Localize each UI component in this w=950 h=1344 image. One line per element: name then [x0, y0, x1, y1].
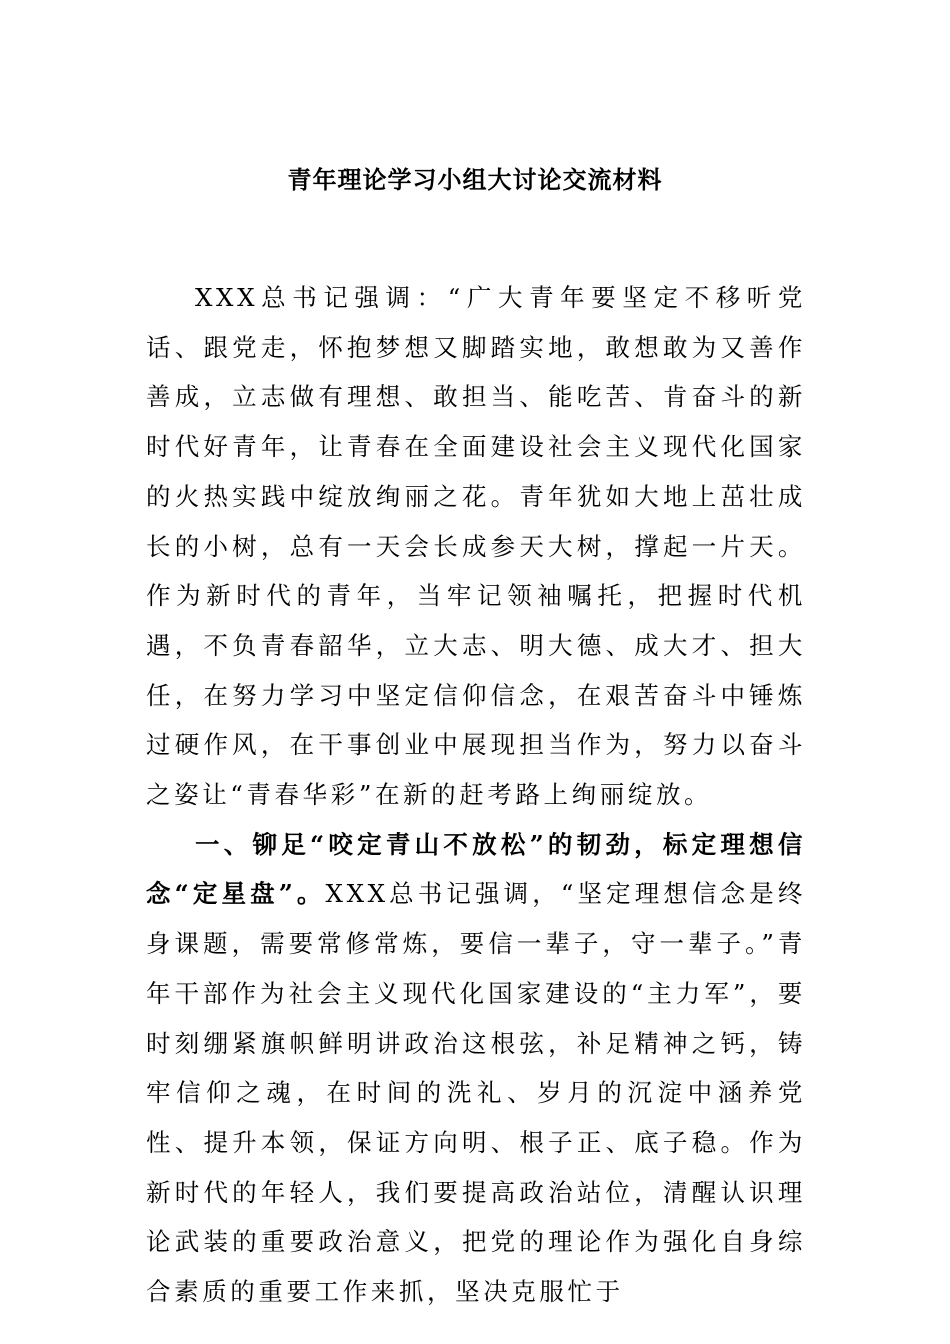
paragraph-section-one	[146, 820, 806, 1317]
paragraph-intro-text: XXX总书记强调：“广大青年要坚定不移听党话、跟党走，怀抱梦想又脚踏实地，敢想敢为又善作善成，立志做有理想、敢担当、能吃苦、肯奋斗的新时代好青年，让青春在全面建设社会主义现代化国家的火热实践中绽放绚丽之花。青年犹如大地上茁壮成长的小树，总有一天会长成参天大树，撑起一片天。作为新时代的青年，当牢记领袖嘱托，把握时代机遇，不负青春韶华，立大志、明大德、成大才、担大任，在努力学习中坚定信仰信念，在艰苦奋斗中锤炼过硬作风，在干事创业中展现担当作为，努力以奋斗之姿让“青春华彩”在新的赶考路上绚丽绽放。	[146, 283, 806, 810]
document-title: 青年理论学习小组大讨论交流材料	[287, 165, 663, 194]
section-one-text: XXX总书记强调，“坚定理想信念是终身课题，需要常修常炼，要信一辈子，守一辈子。”青年干部作为社会主义现代化国家建设的“主力军”，要时刻绷紧旗帜鲜明讲政治这根弦，补足精神之钙，铸牢信仰之魂，在时间的洗礼、岁月的沉淀中涵养党性、提升本领，保证方向明、根子正、底子稳。作为新时代的年轻人，我们要提高政治站位，清醒认识理论武装的重要政治意义，把党的理论作为强化自身综合素质的重要工作来抓，坚决克服忙于	[146, 879, 806, 1307]
paragraph-intro	[146, 273, 806, 820]
document-body	[146, 273, 806, 1317]
section-one-heading: 一、铆足“咬定青山不放松”的韧劲，标定理想信念“定星盘”。	[146, 829, 806, 909]
